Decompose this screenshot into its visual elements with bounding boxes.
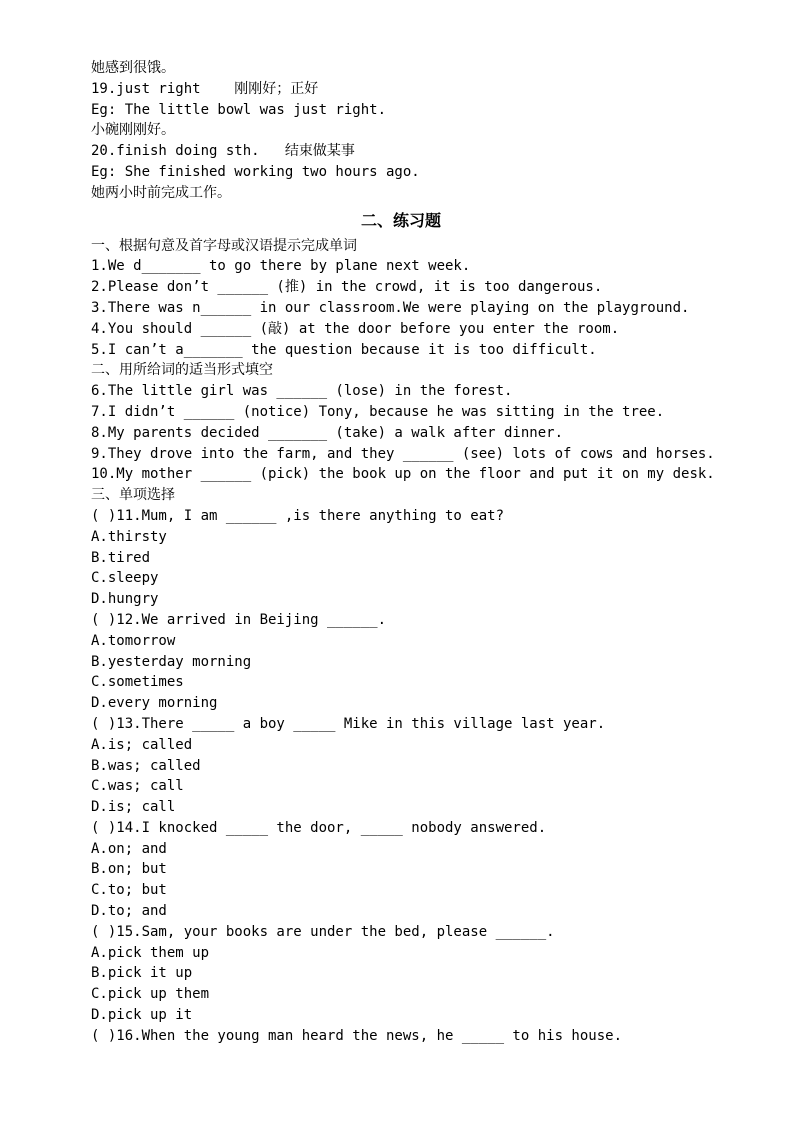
option-line: D.to; and: [91, 903, 167, 920]
question-line: 2.Please don’t ______ (推) in the crowd, it is too dangerous.: [91, 279, 603, 296]
section-title: 二、练习题: [360, 210, 441, 230]
option-line: A.tomorrow: [91, 632, 176, 649]
vocab-line: Eg: The little bowl was just right.: [91, 101, 387, 118]
question-line: 6.The little girl was ______ (lose) in the forest.: [91, 383, 513, 400]
vocab-line: 19.just right 刚刚好；正好: [91, 80, 319, 97]
part1-section: [91, 236, 711, 361]
question-line: ( )11.Mum, I am ______ ,is there anything to eat?: [91, 507, 505, 524]
option-line: A.thirsty: [91, 528, 167, 545]
question-line: 9.They drove into the farm, and they ______ (see) lots of cows and horses.: [91, 445, 715, 462]
option-line: C.to; but: [91, 882, 167, 899]
question-line: 1.We d_______ to go there by plane next week.: [91, 258, 471, 275]
question-line: 4.You should ______ (敲) at the door before you enter the room.: [91, 320, 620, 337]
option-line: C.sometimes: [91, 674, 184, 691]
option-line: B.was; called: [91, 757, 201, 774]
document-page: [91, 58, 715, 1047]
question-line: ( )13.There _____ a boy _____ Mike in this village last year.: [91, 715, 606, 732]
question-line: ( )14.I knocked _____ the door, _____ nobody answered.: [91, 819, 547, 836]
question-line: ( )15.Sam, your books are under the bed, please ______.: [91, 923, 555, 940]
option-line: C.pick up them: [91, 986, 210, 1003]
option-line: B.on; but: [91, 861, 167, 878]
vocab-line: Eg: She finished working two hours ago.: [91, 163, 420, 180]
option-line: A.is; called: [91, 736, 193, 753]
vocab-line: 她感到很饿。: [91, 60, 175, 76]
question-line: 5.I can’t a_______ the question because it is too difficult.: [91, 341, 597, 358]
question-line: 3.There was n______ in our classroom.We were playing on the playground.: [91, 299, 690, 316]
option-line: D.pick up it: [91, 1007, 193, 1024]
part2-heading: 二、用所给词的适当形式填空: [91, 362, 273, 379]
question-line: 8.My parents decided _______ (take) a walk after dinner.: [91, 424, 564, 441]
vocab-section: [91, 58, 711, 204]
vocab-line: 小碗刚刚好。: [91, 122, 175, 139]
option-line: A.on; and: [91, 840, 167, 857]
part3-section: [91, 485, 711, 1047]
question-line: ( )16.When the young man heard the news, he _____ to his house.: [91, 1027, 623, 1044]
option-line: D.hungry: [91, 591, 159, 608]
question-line: 7.I didn’t ______ (notice) Tony, because he was sitting in the tree.: [91, 403, 665, 420]
option-line: B.tired: [91, 549, 151, 566]
option-line: D.every morning: [91, 695, 218, 712]
option-line: A.pick them up: [91, 944, 210, 961]
question-line: 10.My mother ______ (pick) the book up on the floor and put it on my desk.: [91, 466, 715, 483]
vocab-line: 她两小时前完成工作。: [91, 184, 231, 201]
option-line: C.sleepy: [91, 570, 159, 587]
question-line: ( )12.We arrived in Beijing ______.: [91, 611, 387, 628]
option-line: B.pick it up: [91, 965, 193, 982]
vocab-line: 20.finish doing sth. 结束做某事: [91, 143, 355, 160]
part1-heading: 一、根据句意及首字母或汉语提示完成单词: [91, 237, 357, 254]
option-line: D.is; call: [91, 799, 176, 816]
option-line: B.yesterday morning: [91, 653, 252, 670]
part2-section: [91, 360, 715, 485]
option-line: C.was; call: [91, 778, 184, 795]
part3-heading: 三、单项选择: [91, 487, 175, 504]
